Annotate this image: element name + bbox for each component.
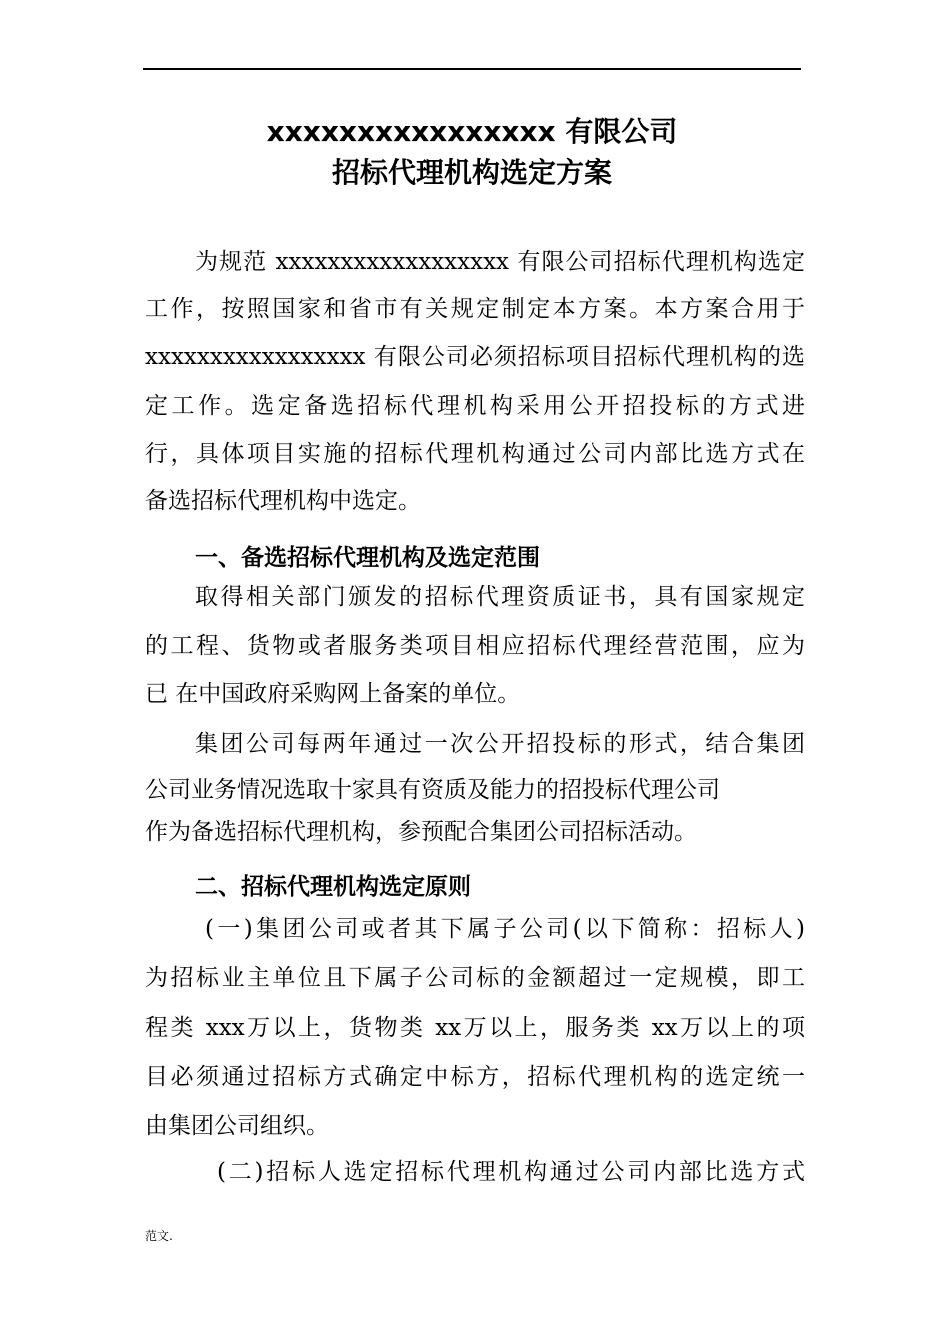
section-1-para-2-line-1: 集团公司每两年通过一次公开招投标的形式，结合集团 [195,731,805,757]
section-2-item-1-line-2: 为招标业主单位且下属子公司标的金额超过一定规模，即工 [145,965,805,991]
section-2-item-1-line-4: 目必须通过招标方式确定中标方，招标代理机构的选定统一 [145,1064,805,1090]
intro-line-1: 为规范 xxxxxxxxxxxxxxxxxx 有限公司招标代理机构选定 [195,249,805,275]
section-2-item-2-line-1: (二)招标人选定招标代理机构通过公司内部比选方式 [217,1159,805,1185]
document-title-company: xxxxxxxxxxxxxxxx 有限公司 [266,115,678,148]
section-1-para-1-line-2: 的工程、货物或者服务类项目相应招标代理经营范围，应为 [145,633,805,659]
document-title: 招标代理机构选定方案 [331,156,612,189]
section-1-para-1-line-3: 已 在中国政府采购网上备案的单位。 [145,681,521,707]
intro-line-2: 工作，按照国家和省市有关规定制定本方案。本方案合用于 [145,296,805,322]
intro-line-4: 定工作。选定备选招标代理机构采用公开招投标的方式进 [145,393,805,419]
intro-line-6: 备选招标代理机构中选定。 [145,488,421,514]
section-2-item-1-line-3: 程类 xxx万以上，货物类 xx万以上，服务类 xx万以上的项 [145,1015,805,1041]
section-2-heading: 二、招标代理机构选定原则 [195,874,471,900]
section-1-para-1-line-1: 取得相关部门颁发的招标代理资质证书，具有国家规定 [195,584,805,610]
intro-line-5: 行，具体项目实施的招标代理机构通过公司内部比选方式在 [145,441,805,467]
intro-line-3: xxxxxxxxxxxxxxxxx 有限公司必须招标项目招标代理机构的选 [145,344,805,370]
section-2-item-1-line-1: (一)集团公司或者其下属子公司(以下简称：招标人) [205,916,805,942]
section-1-para-2-line-3: 作为备选招标代理机构，参预配合集团公司招标活动。 [145,819,697,845]
header-rule [143,68,801,70]
page-footer: 范文. [145,1229,173,1243]
section-1-para-2-line-2: 公司业务情况选取十家具有资质及能力的招投标代理公司 [145,777,720,803]
section-1-heading: 一、备选招标代理机构及选定范围 [195,545,540,571]
section-2-item-1-line-5: 由集团公司组织。 [145,1113,329,1139]
